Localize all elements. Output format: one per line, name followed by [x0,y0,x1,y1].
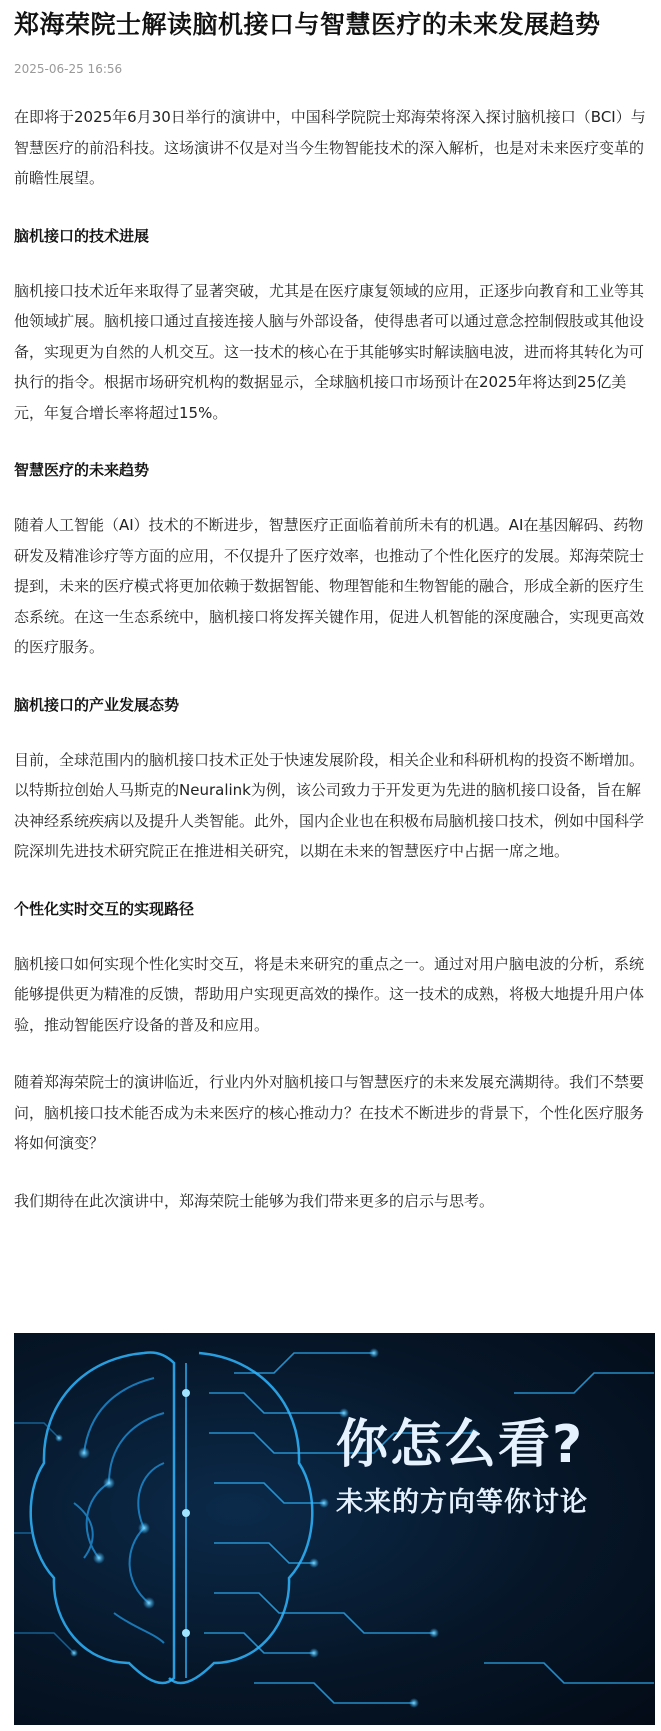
closing-paragraph: 随着郑海荣院士的演讲临近，行业内外对脑机接口与智慧医疗的未来发展充满期待。我们不禁要问，脑机接口技术能否成为未来医疗的核心推动力？在技术不断进步的背景下，个性化医疗服务将如何演变？ [14,1073,645,1152]
publish-date: 2025-06-25 16:56 [14,62,123,76]
article-title: 郑海荣院士解读脑机接口与智慧医疗的未来发展趋势 [14,10,601,39]
brain-circuit-illustration [14,1333,655,1725]
brain-banner-image [14,1333,655,1725]
section-heading: 个性化实时交互的实现路径 [14,899,195,918]
section-industry [14,690,647,867]
section-body: 目前，全球范围内的脑机接口技术正处于快速发展阶段，相关企业和科研机构的投资不断增加。以特斯拉创始人马斯克的Neuralink为例，该公司致力于开发更为先进的脑机接口设备，旨在解决神经系统疾病以及提升人类智能。此外，国内企业也在积极布局脑机接口技术，例如中国科学院深圳先进技术研究院正在推进相关研究，以期在未来的智慧医疗中占据一席之地。 [14,750,645,860]
section-body: 随着人工智能（AI）技术的不断进步，智慧医疗正面临着前所未有的机遇。AI在基因解码、药物研发及精准诊疗等方面的应用，不仅提升了医疗效率，也推动了个性化医疗的发展。郑海荣院士提到，未来的医疗模式将更加依赖于数据智能、物理智能和生物智能的融合，形成全新的医疗生态系统。在这一生态系统中，脑机接口将发挥关键作用，促进人机智能的深度融合，实现更高效的医疗服务。 [14,516,645,656]
banner-subtitle: 未来的方向等你讨论 [336,1487,588,1518]
intro-paragraph: 在即将于2025年6月30日举行的演讲中，中国科学院院士郑海荣将深入探讨脑机接口（BCI）与智慧医疗的前沿科技。这场演讲不仅是对当今生物智能技术的深入解析，也是对未来医疗变革的前瞻性展望。 [14,108,646,187]
banner-question: 你怎么看? [336,1415,585,1475]
section-heading: 智慧医疗的未来趋势 [14,461,150,479]
section-heading: 脑机接口的产业发展态势 [14,695,180,714]
article [0,6,661,1216]
section-heading: 脑机接口的技术进展 [14,226,150,245]
closing-paragraph: 我们期待在此次演讲中，郑海荣院士能够为我们带来更多的启示与思考。 [14,1191,495,1210]
section-smart-medicine [14,455,647,663]
section-realtime-interaction [14,894,647,1041]
section-tech-progress [14,221,647,429]
section-body: 脑机接口技术近年来取得了显著突破，尤其是在医疗康复领域的应用，正逐步向教育和工业等其他领域扩展。脑机接口通过直接连接人脑与外部设备，使得患者可以通过意念控制假肢或其他设备，实现更为自然的人机交互。这一技术的核心在于其能够实时解读脑电波，进而将其转化为可执行的指令。根据市场研究机构的数据显示，全球脑机接口市场预计在2025年将达到25亿美元，年复合增长率将超过15%。 [14,281,645,422]
section-body: 脑机接口如何实现个性化实时交互，将是未来研究的重点之一。通过对用户脑电波的分析，系统能够提供更为精准的反馈，帮助用户实现更高效的操作。这一技术的成熟，将极大地提升用户体验，推动智能医疗设备的普及和应用。 [14,954,645,1034]
